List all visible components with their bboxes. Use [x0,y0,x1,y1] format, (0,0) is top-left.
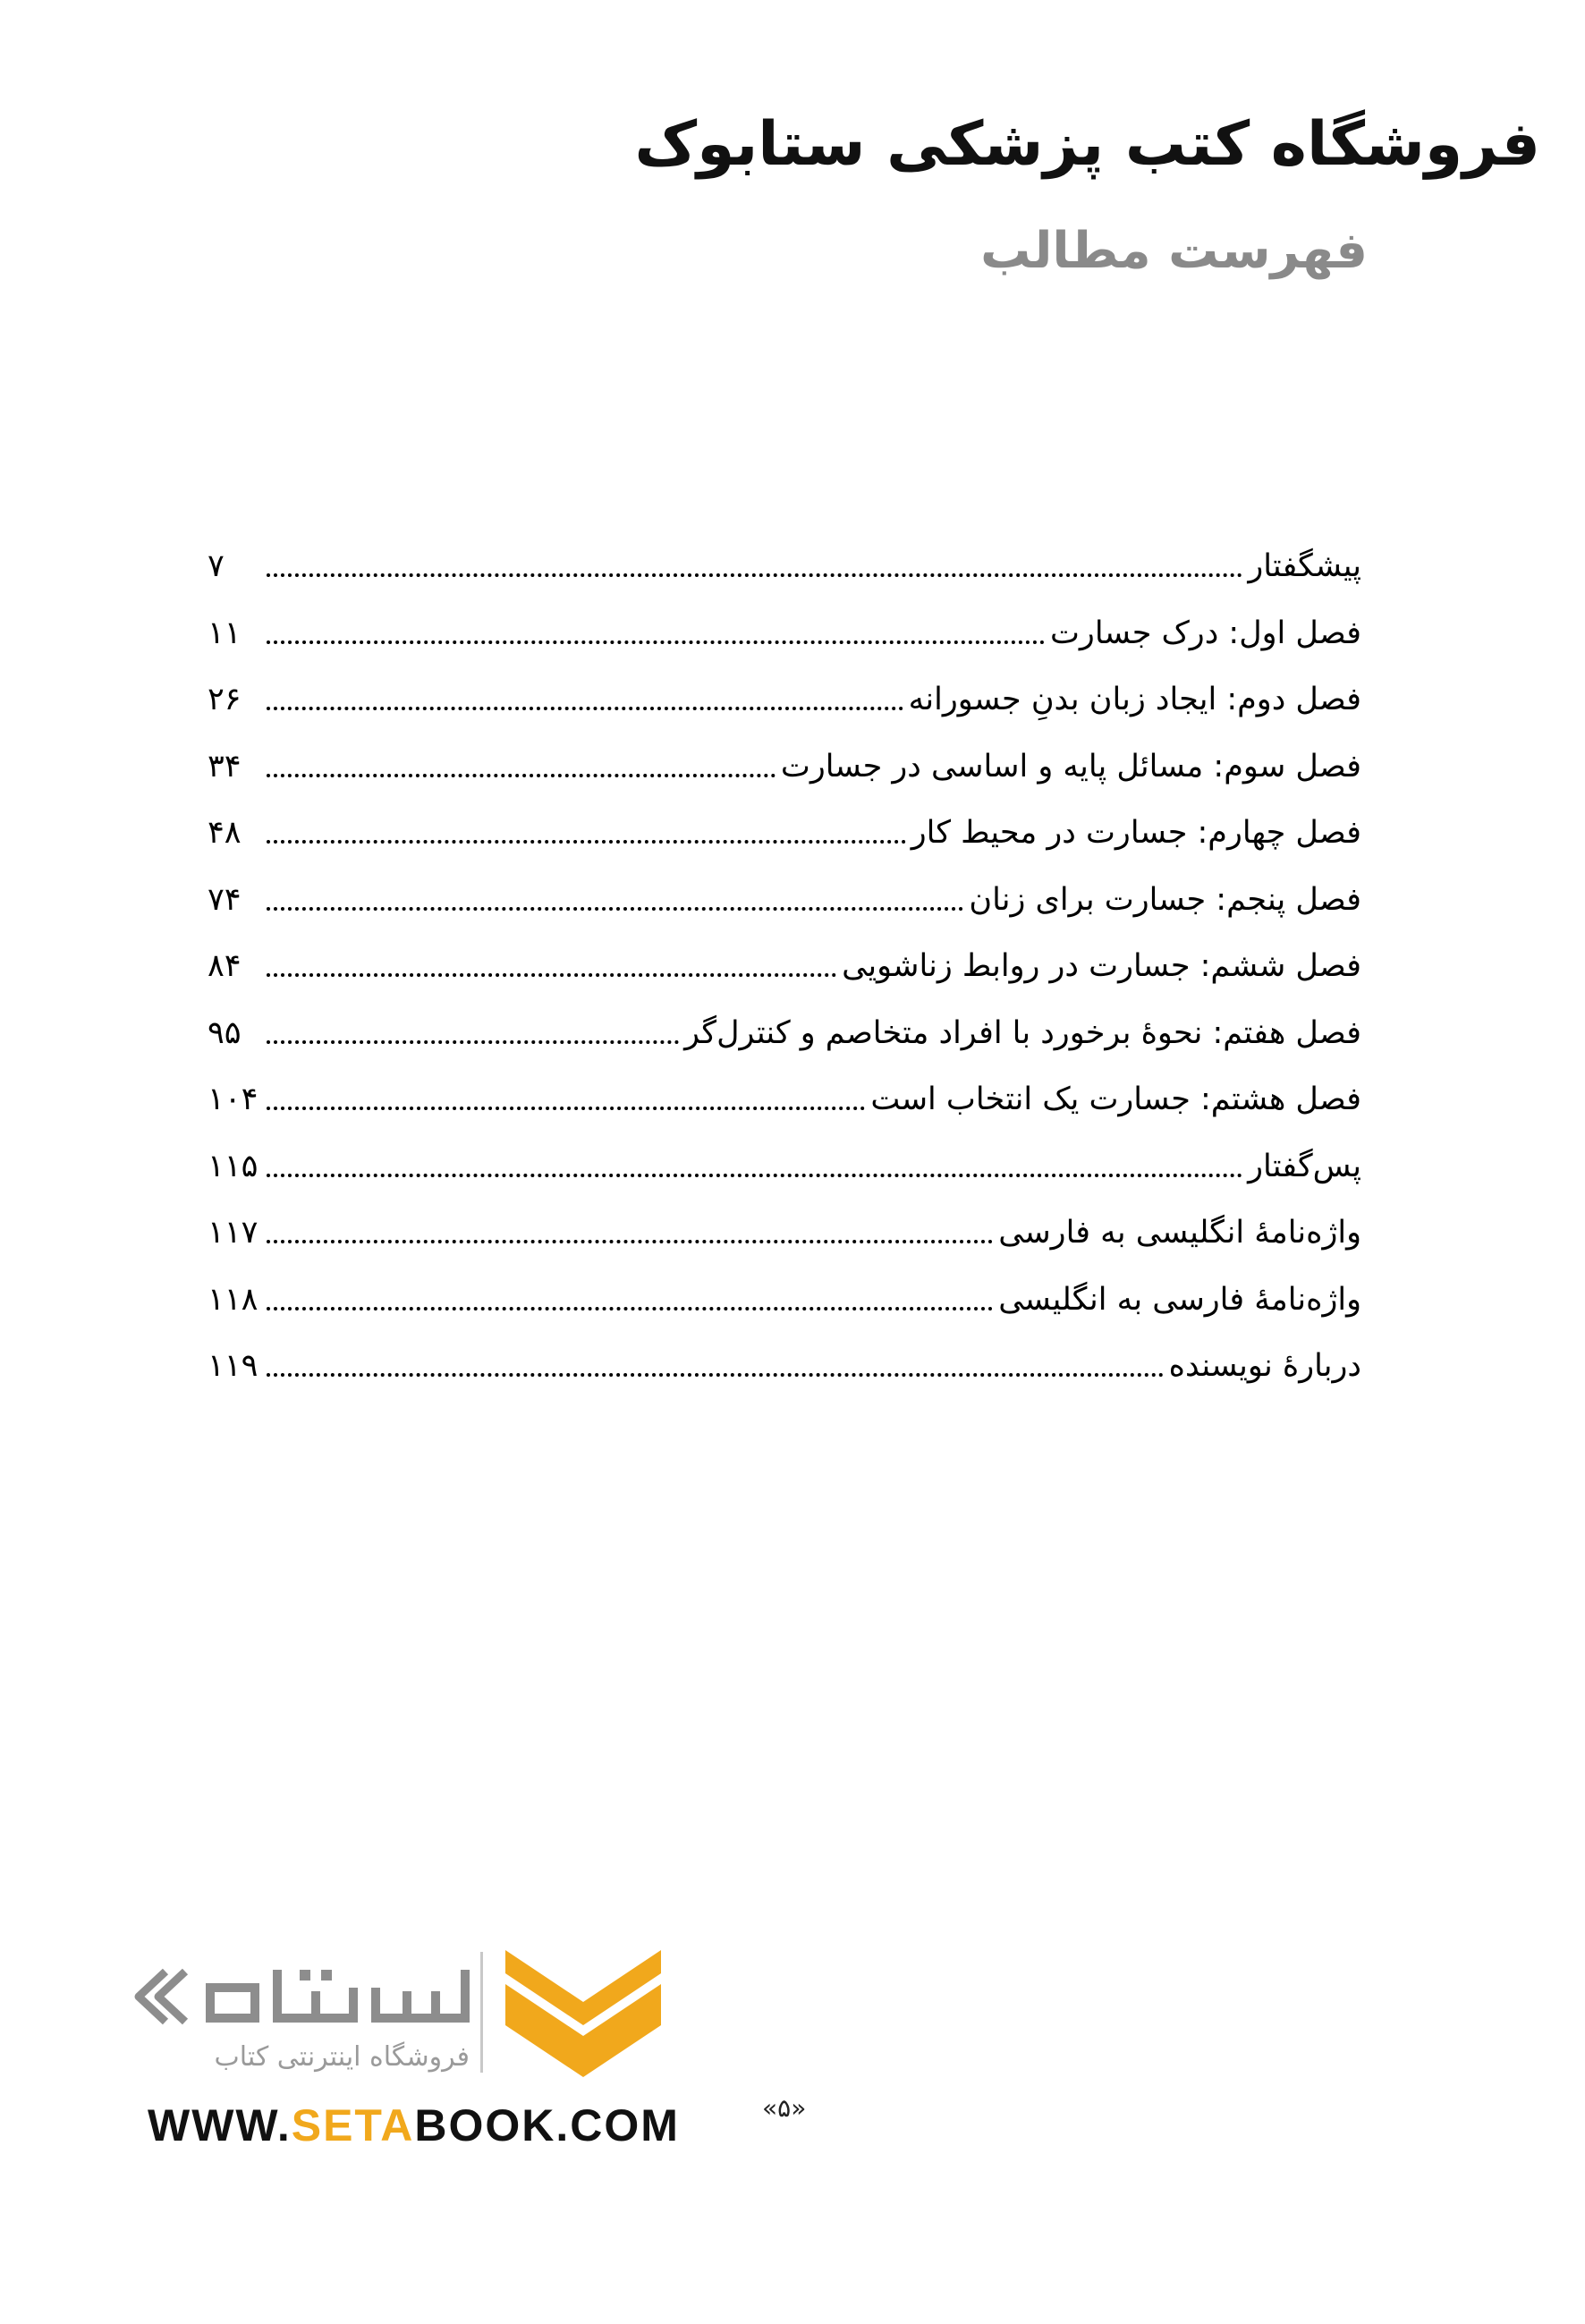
toc-page-number: ۱۱۷ [208,1215,259,1251]
toc-entry-title: واژه‌نامۀ فارسی به انگلیسی [998,1281,1361,1318]
url-part: WWW. [148,2100,292,2150]
toc-entry [208,1267,1361,1334]
toc-entry [208,600,1361,667]
toc-entry [208,734,1361,801]
logo-divider [480,1952,483,2073]
toc-page-number: ۱۰۴ [208,1081,259,1118]
toc-page-number: ۱۱۹ [208,1348,259,1385]
dot-leader [267,640,1045,644]
toc-entry-title: فصل ششم: جسارت در روابط زناشویی [842,948,1361,985]
toc-page-number: ۳۴ [208,748,242,785]
dot-leader [267,840,906,844]
book-chevron-icon [498,1943,668,2086]
url-part: OOK.COM [448,2100,680,2150]
dot-leader [267,573,1242,577]
toc-page-number: ۷ [208,548,225,585]
toc-entry-title: فصل سوم: مسائل پایه و اساسی در جسارت [780,748,1361,785]
toc-entry [208,1200,1361,1267]
page-number: «۵» [762,2093,807,2123]
setabook-logo [130,1943,680,2176]
url-part: B [414,2100,449,2150]
toc-entry-title: پس‌گفتار [1248,1148,1361,1184]
dot-leader [267,1040,679,1044]
brand-wordmark-icon [130,1952,470,2041]
table-of-contents [208,533,1361,1400]
url-part-accent: SETA [291,2100,415,2150]
toc-entry [208,1000,1361,1067]
dot-leader [267,1174,1242,1177]
toc-entry [208,1133,1361,1200]
dot-leader [267,707,903,710]
toc-entry-title: فصل هشتم: جسارت یک انتخاب است [870,1081,1361,1118]
toc-entry-title: دربارۀ نویسنده [1168,1348,1361,1385]
toc-entry [208,867,1361,934]
toc-entry-title: فصل پنجم: جسارت برای زنان [969,881,1361,918]
toc-page-number: ۹۵ [208,1014,242,1051]
toc-entry [208,933,1361,1000]
toc-entry-title: پیشگفتار [1248,548,1361,585]
toc-entry [208,1333,1361,1400]
toc-entry-title: فصل اول: درک جسارت [1049,615,1361,651]
store-title: فروشگاه کتب پزشکی ستابوک [634,109,1540,180]
toc-entry [208,666,1361,734]
toc-page-number: ۷۴ [208,881,242,918]
dot-leader [267,1107,865,1110]
dot-leader [267,1373,1164,1377]
logo-tagline: فروشگاه اینترنتی کتاب [214,2041,470,2073]
toc-page-number: ۲۶ [208,682,242,718]
toc-title: فهرست مطالب [980,222,1368,280]
toc-entry [208,1066,1361,1133]
dot-leader [267,973,836,977]
toc-entry-title: فصل دوم: ایجاد زبان بدنِ جسورانه [908,682,1361,718]
toc-entry [208,533,1361,600]
toc-entry-title: فصل هفتم: نحوۀ برخورد با افراد متخاصم و کنترل‌گر [684,1014,1361,1051]
dot-leader [267,907,963,911]
toc-entry [208,800,1361,867]
toc-entry-title: فصل چهارم: جسارت در محیط کار [911,815,1361,852]
toc-page-number: ۸۴ [208,948,242,985]
toc-page-number: ۱۱۵ [208,1148,259,1184]
toc-page-number: ۱۱۸ [208,1281,259,1318]
dot-leader [267,774,776,777]
website-url[interactable] [148,2099,680,2151]
toc-entry-title: واژه‌نامۀ انگلیسی به فارسی [998,1215,1361,1251]
dot-leader [267,1240,993,1243]
toc-page-number: ۱۱ [208,615,242,651]
dot-leader [267,1307,993,1310]
toc-page-number: ۴۸ [208,815,242,852]
